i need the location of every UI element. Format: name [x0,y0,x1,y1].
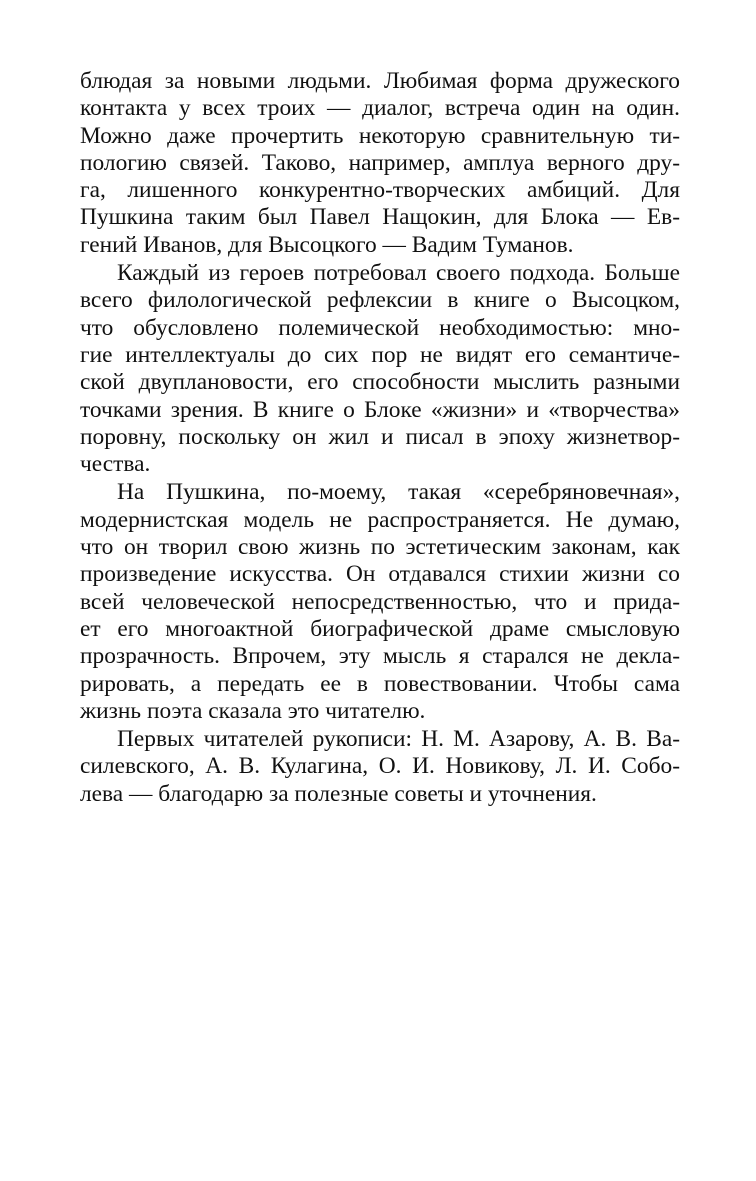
text-line: рировать, а передать ее в повествовании. Чтобы сама [80,670,680,697]
text-line: прозрачность. Впрочем, эту мысль я старался не декла- [80,643,680,670]
text-line: ет его многоактной биографической драме смысловую [80,615,680,642]
text-line: всей человеческой непосредственностью, что и прида- [80,588,680,615]
text-line: Первых читателей рукописи: Н. М. Азарову, А. В. Ва- [117,726,680,753]
text-line: что обусловлено полемической необходимостью: мно- [80,314,680,341]
paragraph [80,260,680,478]
paragraph [80,726,680,808]
text-line: На Пушкина, по-моему, такая «серебряновечная», [117,479,680,506]
text-line: лева — благодарю за полезные советы и уточнения. [80,780,597,807]
text-line: гие интеллектуалы до сих пор не видят его семантиче- [80,341,680,368]
text-line: ской двуплановости, его способности мыслить разными [80,369,680,396]
text-line: модернистская модель не распространяется. Не думаю, [80,506,680,533]
text-line: пологию связей. Таково, например, амплуа верного дру- [80,149,680,176]
text-line: жизнь поэта сказала это читателю. [80,697,426,724]
text-line: Каждый из героев потребовал своего подхода. Больше [117,260,680,287]
text-line: силевского, А. В. Кулагина, О. И. Новикову, Л. И. Собо- [80,753,680,780]
text-line: всего филологической рефлексии в книге о Высоцком, [80,287,680,314]
body-text [80,68,680,809]
text-line: га, лишенного конкурентно-творческих амбиций. Для [80,177,680,204]
text-line: поровну, поскольку он жил и писал в эпоху жизнетвор- [80,423,680,450]
text-line: что он творил свою жизнь по эстетическим законам, как [80,534,680,561]
text-line: произведение искусства. Он отдавался стихии жизни со [80,561,680,588]
text-line: блюдая за новыми людьми. Любимая форма дружеского [80,68,680,94]
text-line: точками зрения. В книге о Блоке «жизни» и «творчества» [80,396,680,423]
text-line: контакта у всех троих — диалог, встреча один на один. [80,95,680,122]
paragraph [80,479,680,725]
text-line: гений Иванов, для Высоцкого — Вадим Туманов. [80,231,574,258]
text-line: Можно даже прочертить некоторую сравнительную ти- [80,122,680,149]
text-line: чества. [80,451,151,478]
text-line: Пушкина таким был Павел Нащокин, для Блока — Ев- [80,204,680,231]
paragraph [80,68,680,259]
